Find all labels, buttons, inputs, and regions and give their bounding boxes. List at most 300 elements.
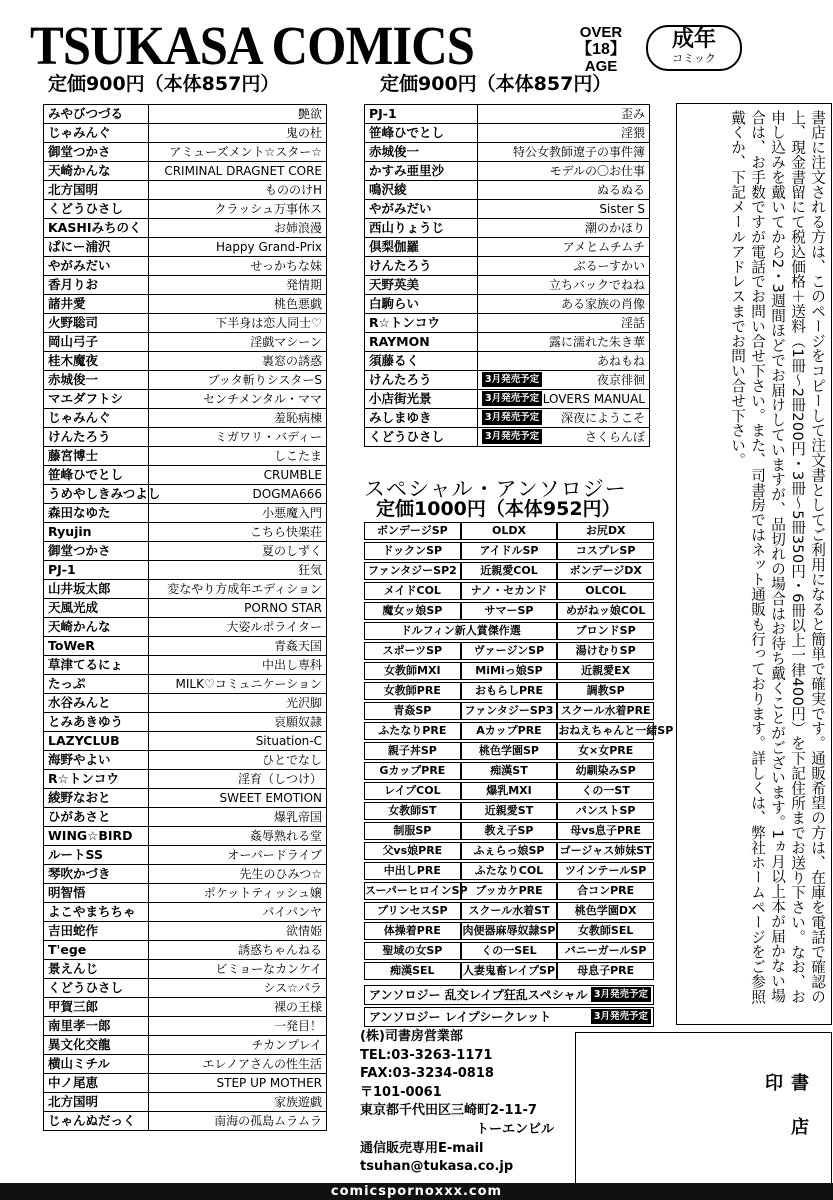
book-title-text: 光沢脚: [285, 696, 322, 710]
author-name: とみあきゆう: [44, 713, 149, 732]
book-title-text: CRUMBLE: [263, 468, 322, 482]
book-title-text: ポケットティッシュ嬢: [203, 886, 322, 900]
book-title: [149, 1055, 327, 1074]
catalog-row: [44, 675, 327, 694]
book-title-text: 露に濡れた朱き華: [548, 335, 645, 349]
age-line-age: AGE: [584, 58, 618, 75]
price-right: 定価900円（本体857円）: [380, 73, 612, 95]
book-title: [478, 295, 650, 314]
author-name: かすみ亜里沙: [365, 162, 478, 181]
anthology-cell: バニーガールSP: [557, 942, 654, 960]
special-anthology-grid: [364, 520, 674, 982]
anthology-cell: GカップPRE: [364, 762, 461, 780]
anthology-cell: 調教SP: [557, 682, 654, 700]
book-title: [478, 276, 650, 295]
book-title: [149, 162, 327, 181]
author-name: よこやまちちゃ: [44, 903, 149, 922]
author-name: Ryujin: [44, 523, 149, 542]
book-title-text: 桃色悪戯: [273, 297, 322, 311]
anthology-cell: サマーSP: [461, 602, 558, 620]
catalog-row: [44, 941, 327, 960]
anthology-cell: ふたなりPRE: [364, 722, 461, 740]
book-title: [149, 732, 327, 751]
catalog-row: [365, 200, 650, 219]
book-title-text: 一発目！: [273, 1019, 322, 1033]
anthology-grid-row: [364, 722, 654, 740]
author-name: じゃみんぐ: [44, 124, 149, 143]
anthology-cell: おねえちゃんと一緒SP: [557, 722, 654, 740]
book-title-text: しこたま: [273, 449, 322, 463]
anthology-cell: おもらしPRE: [461, 682, 558, 700]
anthology-cell: ふぇらっ娘SP: [461, 842, 558, 860]
author-name: くどうひさし: [44, 979, 149, 998]
book-title: [149, 105, 327, 124]
book-title: [478, 428, 650, 447]
anthology-cell: パンストSP: [557, 802, 654, 820]
anthology-cell: 女教師MXI: [364, 662, 461, 680]
catalog-row: [44, 903, 327, 922]
author-name: 西山りょうじ: [365, 219, 478, 238]
catalog-row: [44, 485, 327, 504]
catalog-row: [365, 257, 650, 276]
book-title-text: 南海の孤島ムラムラ: [214, 1114, 322, 1128]
author-name: じゃみんぐ: [44, 409, 149, 428]
book-title-text: PORNO STAR: [244, 601, 322, 615]
book-title: [149, 1112, 327, 1131]
catalog-row: [44, 789, 327, 808]
book-title-text: オーバードライブ: [227, 848, 322, 862]
author-name: 御堂つかさ: [44, 542, 149, 561]
author-name: 山井坂太郎: [44, 580, 149, 599]
book-title: [149, 295, 327, 314]
book-title: [149, 922, 327, 941]
book-title-text: モデルの〇お仕事: [549, 164, 645, 178]
catalog-row: [44, 523, 327, 542]
author-name: 白駒らい: [365, 295, 478, 314]
book-title: [149, 181, 327, 200]
book-title: [478, 390, 650, 409]
book-title: [149, 846, 327, 865]
anthology-grid-row: [364, 702, 654, 720]
catalog-row: [44, 1093, 327, 1112]
book-title: [149, 998, 327, 1017]
anthology-cell: 母息子PRE: [557, 962, 654, 980]
book-title-text: 変なやり方成年エディション: [167, 582, 322, 596]
author-name: 鳴沢綾: [365, 181, 478, 200]
book-title-text: ぬるぬる: [596, 183, 645, 197]
book-title-text: 淫話: [620, 316, 645, 330]
anthology-cell: ブッカケPRE: [461, 882, 558, 900]
author-name: 草津てるにょ: [44, 656, 149, 675]
anthology-grid-row: [364, 922, 654, 940]
release-schedule-badge: 3月発売予定: [591, 1009, 651, 1024]
catalog-row: [365, 143, 650, 162]
catalog-row: [365, 162, 650, 181]
catalog-row: [44, 979, 327, 998]
anthology-row: [364, 985, 654, 1005]
anthology-cell: 女×女PRE: [557, 742, 654, 760]
author-name: けんたろう: [365, 371, 478, 390]
book-title-text: チカンプレイ: [251, 1038, 322, 1052]
book-title: [149, 485, 327, 504]
author-name: 須藤るく: [365, 352, 478, 371]
anthology-grid-row: [364, 582, 654, 600]
anthology-cell: プリンセスSP: [364, 902, 461, 920]
author-name: みしまゆき: [365, 409, 478, 428]
book-title: [149, 903, 327, 922]
book-title: [478, 352, 650, 371]
book-title: [149, 333, 327, 352]
anthology-cell: ツインテールSP: [557, 862, 654, 880]
author-name: 小店街光景: [365, 390, 478, 409]
book-title: [478, 238, 650, 257]
anthology-grid-row: [364, 562, 654, 580]
catalog-row: [44, 409, 327, 428]
author-name: けんたろう: [365, 257, 478, 276]
anthology-cell: ファンタジーSP3: [461, 702, 558, 720]
book-title: [149, 865, 327, 884]
anthology-cell: 聖域の女SP: [364, 942, 461, 960]
book-title-text: ぶるーすかい: [573, 259, 645, 273]
email-label: 通信販売専用E-mail: [360, 1140, 484, 1156]
book-title: [149, 390, 327, 409]
anthology-cell: 爆乳MXI: [461, 782, 558, 800]
anthology-cell: レイプCOL: [364, 782, 461, 800]
book-title-text: 裸の王様: [273, 1000, 322, 1014]
book-title-text: せっかちな妹: [250, 259, 322, 273]
anthology-cell: 中出しPRE: [364, 862, 461, 880]
catalog-row: [44, 390, 327, 409]
book-title-text: さくらんぼ: [584, 430, 645, 444]
anthology-cell: 肉便器麻辱奴隷SP: [461, 922, 558, 940]
order-notice-box: [676, 103, 832, 1025]
anthology-grid-row: [364, 742, 654, 760]
book-title-text: ビミョーなカンケイ: [215, 962, 322, 976]
catalog-row: [44, 808, 327, 827]
catalog-row: [365, 295, 650, 314]
catalog-row: [365, 238, 650, 257]
anthology-grid-row: [364, 902, 654, 920]
catalog-row: [44, 143, 327, 162]
anthology-cell: ボンデージDX: [557, 562, 654, 580]
anthology-cell: 母vs息子PRE: [557, 822, 654, 840]
author-name: くどうひさし: [365, 428, 478, 447]
anthology-cell: ナノ・セカンド: [461, 582, 558, 600]
anthology-cell: 女教師ST: [364, 802, 461, 820]
book-title: [149, 124, 327, 143]
book-title-text: 下半身は恋人同士♡: [215, 316, 322, 330]
catalog-row: [44, 656, 327, 675]
catalog-row: [44, 618, 327, 637]
book-title-text: 艶欲: [297, 107, 322, 121]
book-title-text: アメとムチムチ: [562, 240, 645, 254]
anthology-cell: 親子丼SP: [364, 742, 461, 760]
book-title-text: 小悪魔入門: [261, 506, 322, 520]
book-title-text: 淫戯マシーン: [250, 335, 322, 349]
author-name: 異文化交龍: [44, 1036, 149, 1055]
anthology-cell: ファンタジーSP2: [364, 562, 461, 580]
anthology-grid-row: [364, 642, 654, 660]
author-name: 甲賀三郎: [44, 998, 149, 1017]
catalog-row: [44, 542, 327, 561]
book-title: [149, 675, 327, 694]
catalog-row: [365, 428, 650, 447]
book-title: [149, 789, 327, 808]
contact-block: [360, 1028, 554, 1177]
author-name: たっぷ: [44, 675, 149, 694]
book-title-text: DOGMA666: [252, 487, 322, 501]
book-title: [149, 827, 327, 846]
book-title-text: クラッシュ万事休ス: [214, 202, 322, 216]
catalog-row: [44, 922, 327, 941]
anthology-cell: くの一ST: [557, 782, 654, 800]
catalog-row: [44, 751, 327, 770]
book-title-text: ひとでなし: [261, 753, 322, 767]
anthology-cell: スクール水着ST: [461, 902, 558, 920]
catalog-row: [44, 333, 327, 352]
catalog-row: [44, 257, 327, 276]
book-title: [149, 618, 327, 637]
catalog-row: [44, 314, 327, 333]
book-title-text: 欲情姫: [285, 924, 322, 938]
author-name: やがみだい: [44, 257, 149, 276]
author-name: ルートSS: [44, 846, 149, 865]
anthology-cell: ドックンSP: [364, 542, 461, 560]
author-name: PJ-1: [44, 561, 149, 580]
author-name: 天崎かんな: [44, 162, 149, 181]
book-title: [478, 257, 650, 276]
book-title-text: 歪み: [620, 107, 645, 121]
author-name: 綾野なおと: [44, 789, 149, 808]
anthology-grid-row: [364, 662, 654, 680]
book-title-text: 淫育（しつけ）: [237, 772, 322, 786]
book-title: [149, 200, 327, 219]
catalog-row: [44, 238, 327, 257]
author-name: マエダフトシ: [44, 390, 149, 409]
book-title: [149, 561, 327, 580]
author-name: 北方国明: [44, 181, 149, 200]
anthology-cell: MiMiっ娘SP: [461, 662, 558, 680]
book-title-text: エレノアさんの性生活: [202, 1057, 322, 1071]
anthology-cell: 桃色学園SP: [461, 742, 558, 760]
catalog-row: [44, 694, 327, 713]
book-title-text: 発情期: [285, 278, 322, 292]
book-title-text: ブッタ斬りシスターS: [207, 373, 322, 387]
book-title-text: Situation-C: [255, 734, 322, 748]
catalog-row: [44, 884, 327, 903]
catalog-row: [44, 162, 327, 181]
catalog-row: [44, 428, 327, 447]
catalog-row: [44, 447, 327, 466]
author-name: T'ege: [44, 941, 149, 960]
book-title: [478, 371, 650, 390]
brand-title: TSUKASA COMICS: [30, 15, 475, 76]
book-title: [149, 523, 327, 542]
anthology-grid-row: [364, 842, 654, 860]
anthology-cell: 近親愛COL: [461, 562, 558, 580]
catalog-row: [44, 200, 327, 219]
special-anthology-title: スペシャル・アンソロジー: [364, 477, 627, 501]
anthology-grid-row: [364, 622, 654, 640]
anthology-cell: 人妻鬼畜レイプSP: [461, 962, 558, 980]
anthology-row: [364, 1007, 654, 1027]
catalog-row: [44, 865, 327, 884]
author-name: 火野聡司: [44, 314, 149, 333]
book-title: [478, 124, 650, 143]
book-title-text: 姦辱熟れる堂: [249, 829, 322, 843]
author-name: 赤城俊一: [365, 143, 478, 162]
author-name: 御堂つかさ: [44, 143, 149, 162]
author-name: 南里孝一郎: [44, 1017, 149, 1036]
adult-comic-badge: [646, 25, 742, 71]
catalog-row: [365, 333, 650, 352]
book-title-text: こちら快楽荘: [249, 525, 322, 539]
anthology-cell: 女教師PRE: [364, 682, 461, 700]
address: 東京都千代田区三崎町2-11-7: [360, 1103, 537, 1119]
book-title-text: ミガワリ・バディー: [214, 430, 322, 444]
book-title: [149, 428, 327, 447]
release-schedule-badge: 3月発売予定: [482, 429, 542, 444]
book-title: [149, 599, 327, 618]
special-anthology-price: 定価1000円（本体952円）: [376, 498, 621, 520]
book-title-text: 特公女教師遼子の事件簿: [512, 145, 645, 159]
anthology-cell: 教え子SP: [461, 822, 558, 840]
book-title: [149, 409, 327, 428]
catalog-row: [44, 599, 327, 618]
catalog-row: [44, 998, 327, 1017]
postal-code: 〒101-0061: [360, 1084, 442, 1100]
anthology-grid-row: [364, 862, 654, 880]
book-title-text: 淫猥: [620, 126, 645, 140]
book-title: [149, 580, 327, 599]
book-title: [149, 941, 327, 960]
book-title: [149, 466, 327, 485]
book-title: [149, 979, 327, 998]
author-name: 岡山弓子: [44, 333, 149, 352]
catalog-row: [44, 637, 327, 656]
anthology-cell: 女教師SEL: [557, 922, 654, 940]
anthology-cell: スーパーヒロインSP: [364, 882, 461, 900]
book-title: [478, 105, 650, 124]
fax-number: FAX:03-3234-0818: [360, 1066, 494, 1082]
release-schedule-badge: 3月発売予定: [482, 372, 542, 387]
anthology-cell: ブロンドSP: [557, 622, 654, 640]
author-name: やがみだい: [365, 200, 478, 219]
book-title: [149, 143, 327, 162]
book-title: [149, 257, 327, 276]
author-name: 明智悟: [44, 884, 149, 903]
anthology-cell: お尻DX: [557, 522, 654, 540]
book-title-text: ある家族の肖像: [560, 297, 645, 311]
anthology-cell: 幼馴染みSP: [557, 762, 654, 780]
author-name: 天野英美: [365, 276, 478, 295]
anthology-grid-row: [364, 762, 654, 780]
anthology-cell: くの一SEL: [461, 942, 558, 960]
book-title-text: アミューズメント☆スター☆: [169, 145, 322, 159]
anthology-grid-row: [364, 802, 654, 820]
book-title: [149, 352, 327, 371]
book-title-text: CRIMINAL DRAGNET CORE: [164, 164, 322, 178]
anthology-cell: OLDX: [461, 522, 558, 540]
book-title: [149, 960, 327, 979]
book-title: [149, 637, 327, 656]
author-name: 藤宮博士: [44, 447, 149, 466]
catalog-row: [44, 846, 327, 865]
author-name: R☆トンコウ: [365, 314, 478, 333]
anthology-cell: スポーツSP: [364, 642, 461, 660]
book-title-text: 立ちバックでねね: [548, 278, 645, 292]
book-title: [149, 713, 327, 732]
author-name: じゃんぬだっく: [44, 1112, 149, 1131]
catalog-row: [44, 561, 327, 580]
release-schedule-badge: 3月発売予定: [591, 987, 651, 1002]
author-name: けんたろう: [44, 428, 149, 447]
catalog-column-2: [364, 104, 650, 447]
catalog-row: [44, 1017, 327, 1036]
book-title: [149, 751, 327, 770]
book-title: [149, 504, 327, 523]
anthology-grid-row: [364, 822, 654, 840]
catalog-row: [44, 960, 327, 979]
catalog-row: [365, 409, 650, 428]
book-title: [149, 1017, 327, 1036]
author-name: PJ-1: [365, 105, 478, 124]
catalog-column-1: [43, 104, 327, 1131]
author-name: ひがあさと: [44, 808, 149, 827]
catalog-row: [365, 314, 650, 333]
book-title: [478, 333, 650, 352]
release-schedule-badge: 3月発売予定: [482, 391, 542, 406]
age-line-over: OVER: [579, 24, 623, 41]
book-title: [478, 181, 650, 200]
book-title: [149, 276, 327, 295]
catalog-row: [365, 181, 650, 200]
book-title-text: 青姦天国: [273, 639, 322, 653]
book-title-text: 先生のひみつ☆: [239, 867, 322, 881]
author-name: うめやしきみつよし: [44, 485, 149, 504]
book-title-text: LOVERS MANUAL: [542, 392, 645, 406]
catalog-row: [44, 352, 327, 371]
author-name: 諸井愛: [44, 295, 149, 314]
book-title: [478, 200, 650, 219]
book-title-text: シス☆パラ: [263, 981, 322, 995]
price-left: 定価900円（本体857円）: [48, 73, 280, 95]
author-name: 水谷みんと: [44, 694, 149, 713]
anthology-cell: ドルフィン新人賞傑作選: [364, 622, 557, 640]
anthology-cell: 痴漢SEL: [364, 962, 461, 980]
badge-main-text: 成年: [671, 27, 716, 52]
anthology-title: アンソロジー 乱交レイプ狂乱スペシャル: [369, 988, 588, 1002]
email-address[interactable]: tsuhan@tukasa.co.jp: [360, 1159, 514, 1175]
author-name: ぱにー浦沢: [44, 238, 149, 257]
book-title: [478, 314, 650, 333]
author-name: くどうひさし: [44, 200, 149, 219]
author-name: 景えんじ: [44, 960, 149, 979]
anthology-list: [364, 985, 654, 1029]
release-schedule-badge: 3月発売予定: [482, 410, 542, 425]
catalog-row: [44, 466, 327, 485]
author-name: R☆トンコウ: [44, 770, 149, 789]
author-name: 天風光成: [44, 599, 149, 618]
bookstore-stamp-box: [575, 1032, 832, 1192]
catalog-row: [44, 181, 327, 200]
book-title-text: センチメンタル・ママ: [202, 392, 322, 406]
anthology-cell: 父vs娘PRE: [364, 842, 461, 860]
author-name: 笹峰ひでとし: [44, 466, 149, 485]
author-name: 海野やよい: [44, 751, 149, 770]
anthology-grid-row: [364, 782, 654, 800]
author-name: KASHIみちのく: [44, 219, 149, 238]
